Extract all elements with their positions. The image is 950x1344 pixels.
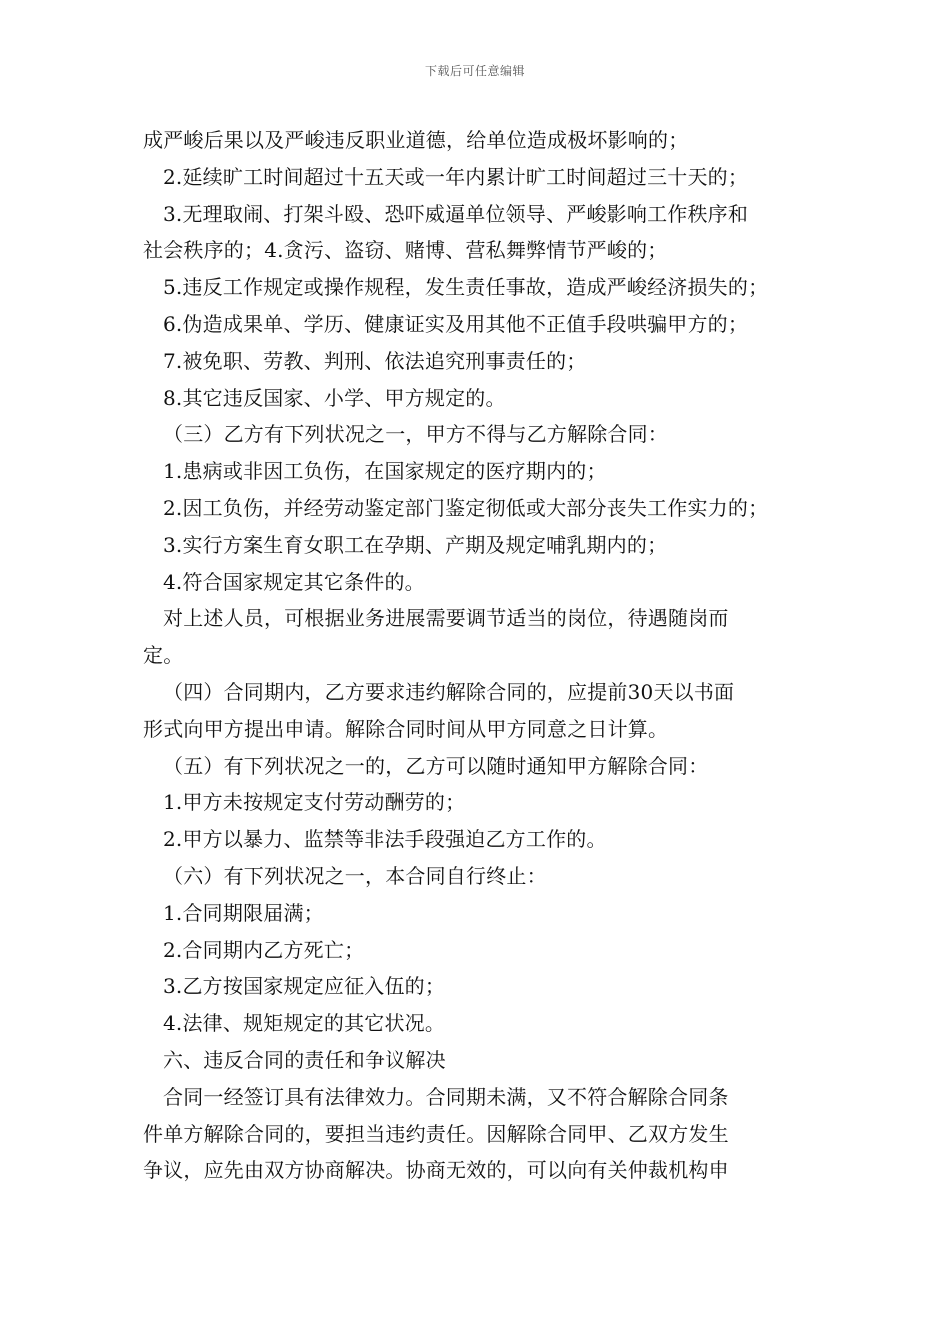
text-line: 3.实行方案生育女职工在孕期、产期及规定哺乳期内的； xyxy=(163,532,668,557)
text-line: （六）有下列状况之一，本合同自行终止： xyxy=(163,863,547,888)
text-line: 争议，应先由双方协商解决。协商无效的，可以向有关仲裁机构申 xyxy=(143,1158,729,1183)
text-line: （四）合同期内，乙方要求违约解除合同的，应提前30天以书面 xyxy=(163,679,735,704)
text-line: 2.甲方以暴力、监禁等非法手段强迫乙方工作的。 xyxy=(163,827,607,852)
text-line: 件单方解除合同的，要担当违约责任。因解除合同甲、乙双方发生 xyxy=(143,1121,729,1146)
text-line: 2.因工负伤，并经劳动鉴定部门鉴定彻低或大部分丧失工作实力的； xyxy=(163,495,769,520)
text-line: 形式向甲方提出申请。解除合同时间从甲方同意之日计算。 xyxy=(143,716,669,741)
page-header-note: 下载后可任意编辑 xyxy=(424,64,525,78)
text-line: 5.违反工作规定或操作规程，发生责任事故，造成严峻经济损失的； xyxy=(163,275,769,300)
text-line: 3.无理取闹、打架斗殴、恐吓威逼单位领导、严峻影响工作秩序和 xyxy=(163,201,749,226)
text-line: 六、违反合同的责任和争议解决 xyxy=(163,1047,446,1072)
text-line: 6.伪造成果单、学历、健康证实及用其他不正值手段哄骗甲方的； xyxy=(163,311,749,336)
text-line: 4.法律、规矩规定的其它状况。 xyxy=(163,1011,446,1036)
text-line: 4.符合国家规定其它条件的。 xyxy=(163,569,425,594)
text-line: 对上述人员，可根据业务进展需要调节适当的岗位，待遇随岗而 xyxy=(163,606,729,631)
text-line: 2.合同期内乙方死亡； xyxy=(163,937,365,962)
text-line: 成严峻后果以及严峻违反职业道德，给单位造成极坏影响的； xyxy=(143,128,689,152)
text-line: 2.延续旷工时间超过十五天或一年内累计旷工时间超过三十天的； xyxy=(163,164,749,189)
document-body xyxy=(143,122,823,1189)
text-line: （五）有下列状况之一的，乙方可以随时通知甲方解除合同： xyxy=(163,753,709,778)
text-line: 1.合同期限届满； xyxy=(163,900,324,925)
text-line: 3.乙方按国家规定应征入伍的； xyxy=(163,974,446,999)
text-line: 定。 xyxy=(143,643,184,668)
text-line: 社会秩序的；4.贪污、盗窃、赌博、营私舞弊情节严峻的； xyxy=(143,238,668,263)
text-line: 合同一经签订具有法律效力。合同期未满，又不符合解除合同条 xyxy=(163,1084,729,1109)
text-line: 1.患病或非因工负伤，在国家规定的医疗期内的； xyxy=(163,459,607,484)
text-line: 7.被免职、劳教、判刑、依法追究刑事责任的； xyxy=(163,348,587,373)
text-line: （三）乙方有下列状况之一，甲方不得与乙方解除合同： xyxy=(163,422,668,447)
text-line: 8.其它违反国家、小学、甲方规定的。 xyxy=(163,385,506,410)
text-line: 1.甲方未按规定支付劳动酬劳的； xyxy=(163,790,466,815)
